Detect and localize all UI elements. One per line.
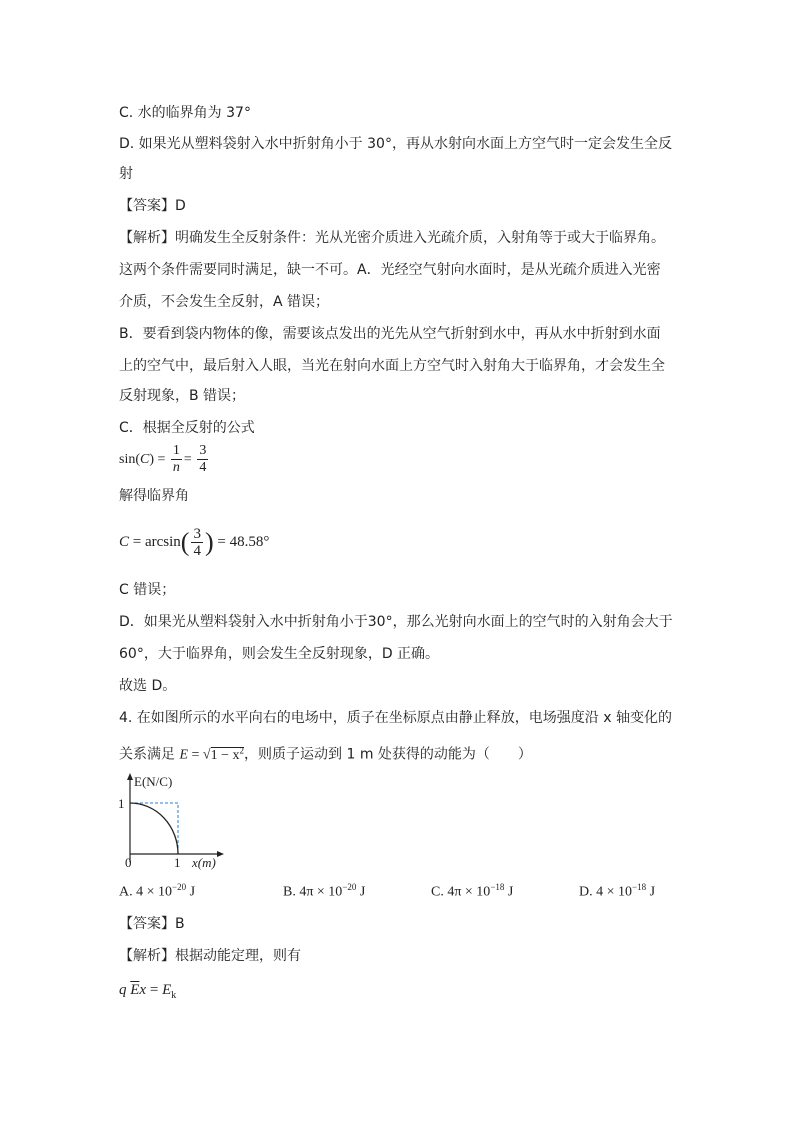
formula-var: E [179,747,189,763]
dashed-guide [130,803,178,854]
numerator: 3 [193,526,201,543]
origin-label: 0 [125,855,132,870]
formula-var: C [140,452,150,467]
choice-a[interactable] [119,882,195,901]
option-d-line-2: 射 [119,166,133,182]
analysis-line [119,228,665,248]
choice-unit: J [186,884,196,900]
field-curve [130,803,178,854]
subscript: k [171,990,177,1001]
x-axis-label: x(m) [192,855,216,870]
numerator: 1 [172,443,180,459]
choice-unit: J [356,884,366,900]
answer-label: 【答案】 [119,916,175,932]
formula-radicand: 1 − x [210,747,240,763]
answer-2 [119,914,185,934]
numerator: 3 [199,443,207,459]
formula-var: $\overline{E}$ [130,982,140,998]
option-c: C. 水的临界角为 37° [119,105,251,121]
denominator: n [172,460,180,476]
x-axis-arrow [217,851,224,857]
answer-label: 【答案】 [119,198,175,214]
d-analysis-1: D．如果光从塑料袋射入水中折射角小于30°，那么光射向水面上的空气时的入射角会大于 [119,614,673,630]
analysis-line: 这两个条件需要同时满足，缺一不可。A．光经空气射向水面时，是从光疏介质进入光密 [119,262,661,278]
analysis-label: 【解析】 [119,948,175,964]
y-tick-label: 1 [118,796,125,811]
answer-value: D [175,198,186,214]
formula-sin-c: sin(C) = $\frac{1}{n}$ = $\frac{3}{4}$ [119,443,207,476]
y-axis-arrow [127,773,133,780]
choice-label: D. [579,884,593,900]
analysis-line: 介质，不会发生全反射，A 错误； [119,294,330,310]
analysis-2 [119,946,301,966]
option-d-line-1: D. 如果光从塑料袋射入水中折射角小于 30°，再从水射向水面上方空气时一定会发生全反 [119,136,672,152]
analysis-text: 根据动能定理，则有 [175,948,301,964]
choice-base: 4 × 10 [136,884,173,900]
analysis-line: B．要看到袋内物体的像，需要该点发出的光先从空气折射到水中，再从水中折射到水面 [119,326,661,342]
exponent: 2 [239,745,245,755]
fraction [171,443,182,476]
analysis-line: C．根据全反射的公式 [119,420,255,436]
c-wrong: C 错误； [119,582,176,598]
choice-exp: −20 [342,882,357,892]
x-tick-label: 1 [174,855,181,870]
solve-label: 解得临界角 [119,488,189,504]
question-4-line-1: 4. 在如图所示的水平向右的电场中，质子在坐标原点由静止释放，电场强度沿 x 轴变化的 [119,710,672,726]
choice-exp: −20 [172,882,187,892]
formula-var: x [139,982,147,998]
question-4-line-2 [119,740,532,766]
denominator: 4 [199,460,207,476]
question-text: ，则质子运动到 1 m 处获得的动能为（ ） [244,746,532,763]
fraction [191,526,203,559]
choice-b[interactable] [283,882,365,901]
formula-var: C [119,534,130,550]
choice-base: 4π × 10 [447,884,491,900]
analysis-text: 明确发生全反射条件：光从光密介质进入光疏介质，入射角等于或大于临界角。 [175,230,665,246]
choice-unit: J [504,884,514,900]
formula-arcsin: C = arcsin( $\frac{3}{4}$ ) = 48.58° [119,526,270,560]
choice-label: C. [431,884,444,900]
y-axis-label: E(N/C) [134,774,173,789]
answer-value: B [175,916,185,932]
formula-sin: sin [119,452,136,467]
analysis-label: 【解析】 [119,230,175,246]
field-graph [112,770,232,870]
denominator: 4 [193,543,201,560]
formula-arcsin-fn: = arcsin [132,534,181,550]
d-analysis-2: 60°，大于临界角，则会发生全反射现象，D 正确。 [119,646,440,662]
question-text: 关系满足 [119,746,175,763]
formula-work [119,980,176,1006]
formula-e: $E = √1 - x^2$ [179,745,245,763]
choice-base: 4 × 10 [596,884,633,900]
choice-label: B. [283,884,296,900]
fraction [197,443,208,476]
choice-exp: −18 [490,882,505,892]
formula-var: E [162,982,172,998]
choice-d[interactable] [579,882,655,901]
formula-result: = 48.58° [217,534,270,550]
analysis-line: 反射现象，B 错误； [119,388,246,404]
answer-1 [119,196,186,216]
choice-label: A. [119,884,133,900]
analysis-line: 上的空气中，最后射入人眼，当光在射向水面上方空气时入射角大于临界角，才会发生全 [119,358,665,374]
formula-var: q [119,982,127,998]
choice-c[interactable] [431,882,513,901]
choose-line: 故选 D。 [119,678,177,694]
choice-exp: −18 [632,882,647,892]
choice-unit: J [646,884,656,900]
formula-eq: = [149,982,159,998]
choice-base: 4π × 10 [299,884,343,900]
